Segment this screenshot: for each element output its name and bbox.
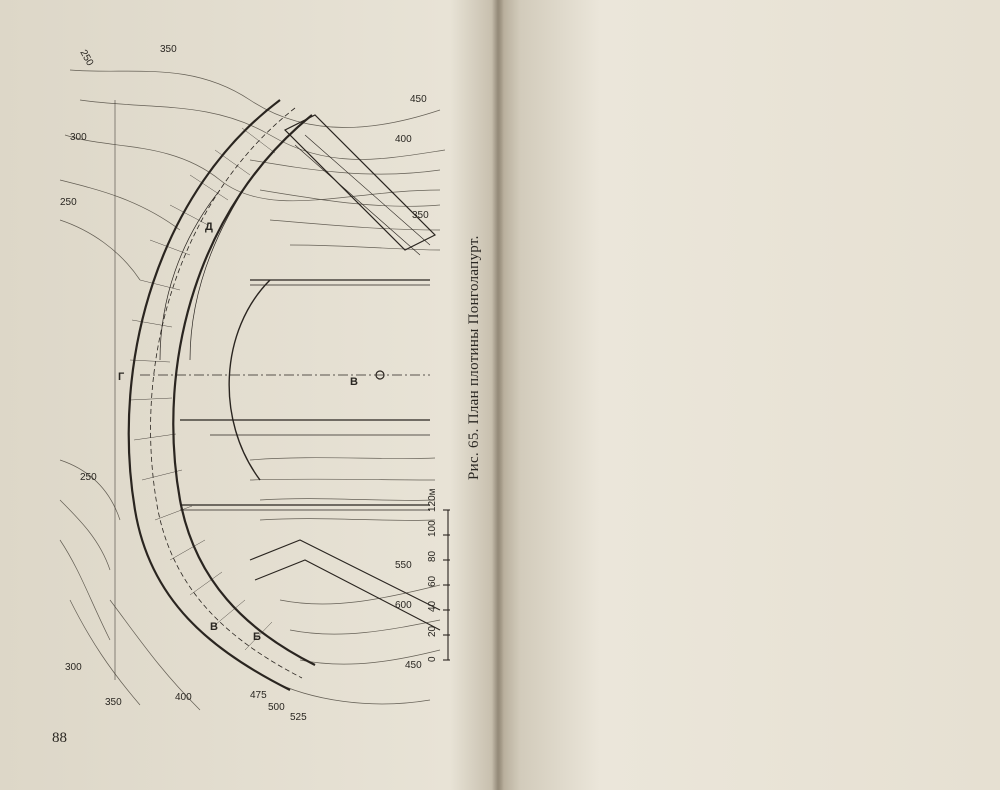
svg-text:120м: 120м xyxy=(427,488,438,512)
svg-text:0: 0 xyxy=(427,656,438,662)
svg-text:450: 450 xyxy=(410,94,427,105)
svg-text:В: В xyxy=(210,621,218,633)
svg-text:600: 600 xyxy=(395,600,412,611)
svg-text:525: 525 xyxy=(290,712,307,720)
svg-text:Г: Г xyxy=(118,371,125,383)
svg-text:40: 40 xyxy=(427,600,438,612)
svg-text:400: 400 xyxy=(175,692,192,703)
svg-text:350: 350 xyxy=(105,697,122,708)
svg-text:400: 400 xyxy=(395,134,412,145)
figure-65-caption: Рис. 65. План плотины Понголапурт. xyxy=(466,235,482,480)
svg-text:300: 300 xyxy=(65,662,82,673)
svg-text:100: 100 xyxy=(427,520,438,537)
svg-text:350: 350 xyxy=(160,44,177,55)
svg-text:250: 250 xyxy=(60,197,77,208)
page-number-left: 88 xyxy=(52,730,67,746)
svg-text:Д: Д xyxy=(205,221,213,233)
right-page xyxy=(500,0,1000,790)
svg-text:Б: Б xyxy=(253,631,261,643)
svg-text:475: 475 xyxy=(250,690,267,701)
svg-text:350: 350 xyxy=(412,210,429,221)
svg-text:500: 500 xyxy=(268,702,285,713)
svg-text:20: 20 xyxy=(427,625,438,637)
svg-text:В: В xyxy=(350,376,358,388)
svg-text:250: 250 xyxy=(77,48,96,68)
svg-text:300: 300 xyxy=(70,132,87,143)
svg-text:80: 80 xyxy=(427,550,438,562)
svg-text:550: 550 xyxy=(395,560,412,571)
svg-text:250: 250 xyxy=(80,472,97,483)
left-page xyxy=(0,0,494,790)
svg-text:450: 450 xyxy=(405,660,422,671)
dam-plan-figure xyxy=(50,40,450,720)
svg-text:60: 60 xyxy=(427,575,438,587)
